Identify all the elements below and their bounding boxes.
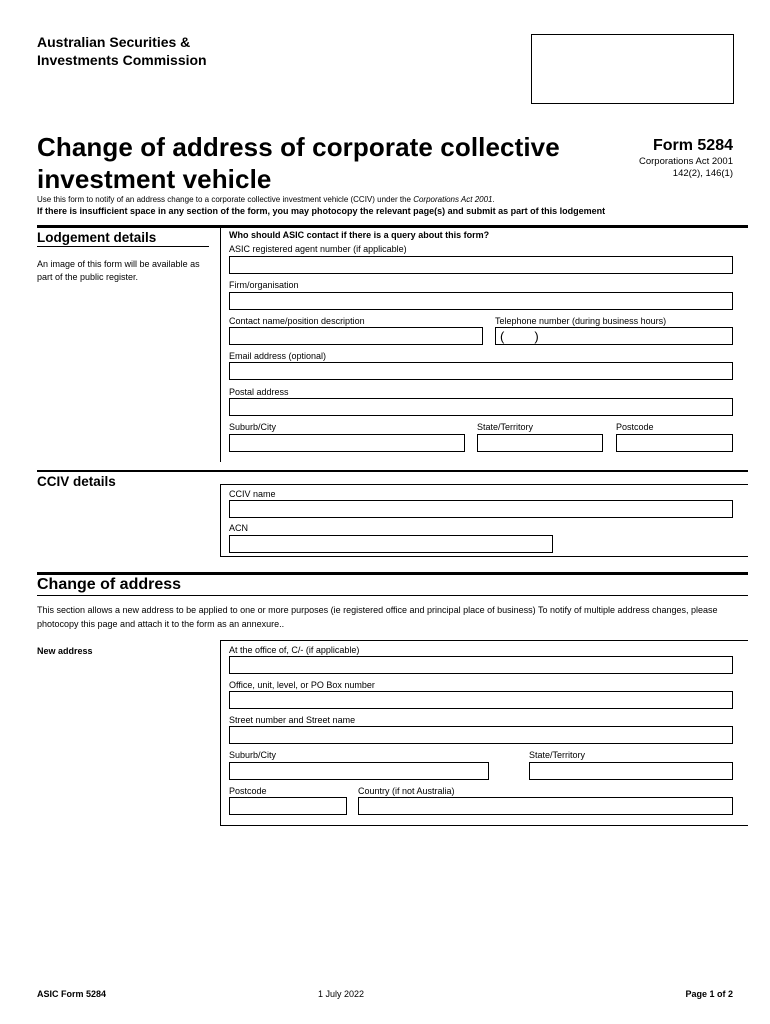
new-postcode-label: Postcode xyxy=(229,786,267,796)
act-sections: 142(2), 146(1) xyxy=(672,168,733,179)
firm-field[interactable] xyxy=(229,292,733,310)
new-suburb-label: Suburb/City xyxy=(229,750,277,760)
cciv-top-rule xyxy=(220,484,748,485)
agent-number-field[interactable] xyxy=(229,256,733,274)
telephone-field[interactable] xyxy=(495,327,733,345)
suburb-label: Suburb/City xyxy=(229,422,277,432)
intro-text-suffix: . xyxy=(492,195,495,204)
intro-text xyxy=(37,195,495,204)
new-suburb-field[interactable] xyxy=(229,762,489,780)
contact-name-label: Contact name/position description xyxy=(229,316,365,326)
new-state-label: State/Territory xyxy=(529,750,586,760)
agency-name-line1: Australian Securities & xyxy=(37,34,191,50)
form-title-line1: Change of address of corporate collective xyxy=(37,132,560,162)
cciv-heading: CCIV details xyxy=(37,474,116,489)
form-title xyxy=(37,131,617,195)
insufficient-space-note: If there is insufficient space in any section of the form, you may photocopy the relevant page(s) and submit as part of this lodgement xyxy=(37,206,606,216)
agent-number-label: ASIC registered agent number (if applicable) xyxy=(229,244,407,254)
new-postcode-field[interactable] xyxy=(229,797,347,815)
country-label: Country (if not Australia) xyxy=(358,786,455,796)
public-register-note: An image of this form will be available as part of the public register. xyxy=(37,259,200,282)
agency-name-line2: Investments Commission xyxy=(37,52,207,68)
suburb-field[interactable] xyxy=(229,434,465,452)
cciv-bottom-rule xyxy=(220,556,748,557)
footer-page-number: Page 1 of 2 xyxy=(685,989,733,999)
postal-address-label: Postal address xyxy=(229,387,289,397)
query-heading: Who should ASIC contact if there is a query about this form? xyxy=(229,230,490,240)
lodgement-divider xyxy=(220,228,221,462)
intro-text-prefix: Use this form to notify of an address change to a corporate collective investment vehicle (CCIV) under the xyxy=(37,195,414,204)
act-reference xyxy=(639,156,733,180)
office-unit-label: Office, unit, level, or PO Box number xyxy=(229,680,375,690)
change-bottom-rule xyxy=(220,825,748,826)
agency-name xyxy=(37,33,297,69)
intro-act-name: Corporations Act 2001 xyxy=(413,195,493,204)
country-field[interactable] xyxy=(358,797,733,815)
postcode-label: Postcode xyxy=(616,422,654,432)
telephone-label: Telephone number (during business hours) xyxy=(495,316,667,326)
section-rule-lodgement xyxy=(37,225,748,228)
email-field[interactable] xyxy=(229,362,733,380)
section-rule-cciv xyxy=(37,470,748,472)
lodgement-heading-rule xyxy=(37,246,209,247)
footer-date: 1 July 2022 xyxy=(318,989,365,999)
footer-form-name: ASIC Form 5284 xyxy=(37,989,107,999)
new-state-field[interactable] xyxy=(529,762,733,780)
act-name: Corporations Act 2001 xyxy=(638,156,733,167)
email-label: Email address (optional) xyxy=(229,351,327,361)
office-of-field[interactable] xyxy=(229,656,733,674)
change-top-rule xyxy=(220,640,748,641)
contact-name-field[interactable] xyxy=(229,327,483,345)
street-label: Street number and Street name xyxy=(229,715,356,725)
state-label: State/Territory xyxy=(477,422,534,432)
office-use-box xyxy=(531,34,734,104)
postal-address-field[interactable] xyxy=(229,398,733,416)
area-code-open: ( xyxy=(500,329,505,344)
change-heading-rule xyxy=(37,595,748,596)
change-divider xyxy=(220,640,221,826)
change-heading: Change of address xyxy=(37,576,182,593)
cciv-name-field[interactable] xyxy=(229,500,733,518)
lodgement-heading: Lodgement details xyxy=(37,230,157,245)
office-unit-field[interactable] xyxy=(229,691,733,709)
area-code-close: ) xyxy=(534,329,539,344)
acn-field[interactable] xyxy=(229,535,553,553)
cciv-divider xyxy=(220,484,221,556)
change-description: This section allows a new address to be applied to one or more purposes (ie registered office and principal place of business) To notify of multiple address changes, please photocopy this page and attach it to the form as an annexure.. xyxy=(37,605,718,629)
cciv-name-label: CCIV name xyxy=(229,489,276,499)
street-field[interactable] xyxy=(229,726,733,744)
new-address-label: New address xyxy=(37,646,93,656)
state-field[interactable] xyxy=(477,434,603,452)
office-of-label: At the office of, C/- (if applicable) xyxy=(229,645,360,655)
form-number: Form 5284 xyxy=(652,137,733,154)
firm-label: Firm/organisation xyxy=(229,280,299,290)
postcode-field[interactable] xyxy=(616,434,733,452)
section-rule-change xyxy=(37,572,748,575)
form-title-line2: investment vehicle xyxy=(37,164,272,194)
acn-label: ACN xyxy=(229,523,249,533)
